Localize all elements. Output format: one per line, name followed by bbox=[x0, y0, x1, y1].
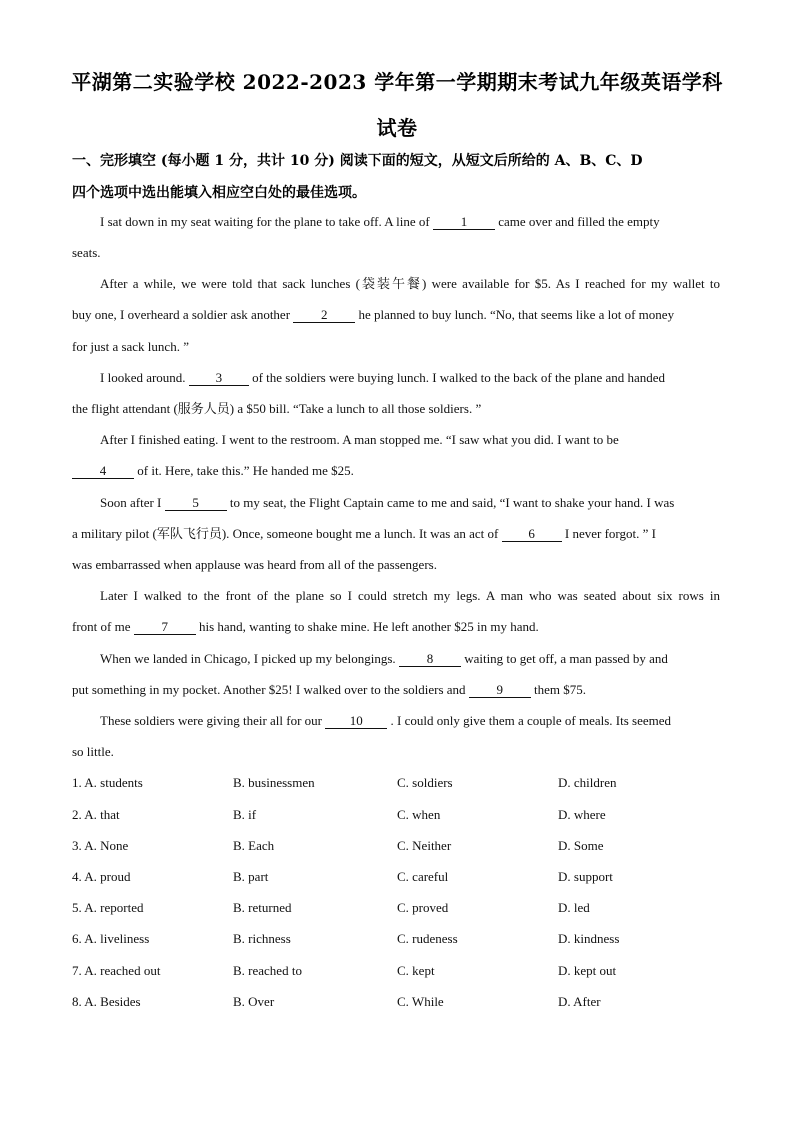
passage-line: for just a sack lunch. ” bbox=[72, 339, 189, 354]
option-c: C. careful bbox=[397, 869, 449, 884]
passage-line bbox=[72, 463, 720, 479]
option-a: 3. A. None bbox=[72, 838, 129, 853]
passage-line bbox=[72, 682, 720, 698]
question-options-6 bbox=[72, 931, 722, 949]
passage-text: I looked around. bbox=[100, 370, 186, 385]
option-a: 1. A. students bbox=[72, 775, 143, 790]
option-b: B. returned bbox=[233, 900, 292, 915]
option-b: B. Over bbox=[233, 994, 275, 1009]
passage-line: the flight attendant (服务人员) a $50 bill. “Take a lunch to all those soldiers. ” bbox=[72, 401, 482, 416]
section-instruction-line-2: 四个选项中选出能填入相应空白处的最佳选项。 bbox=[72, 185, 366, 201]
passage-text: front of me bbox=[72, 619, 131, 634]
passage-text: them $75. bbox=[534, 682, 587, 697]
passage-line bbox=[72, 619, 720, 635]
exam-title-line-1: 平湖第二实验学校 2022-2023 学年第一学期期末考试九年级英语学科 bbox=[71, 70, 723, 94]
option-a: 2. A. that bbox=[72, 807, 120, 822]
passage-text: These soldiers were giving their all for our bbox=[100, 713, 323, 728]
option-d: D. where bbox=[558, 807, 606, 822]
blank-5: 5 bbox=[165, 496, 227, 511]
passage-line: After I finished eating. I went to the restroom. A man stopped me. “I saw what you did. I want to be bbox=[100, 432, 619, 447]
blank-7: 7 bbox=[134, 620, 196, 635]
question-options-3 bbox=[72, 838, 722, 856]
passage-text: came over and filled the empty bbox=[498, 214, 660, 229]
passage-text: I sat down in my seat waiting for the plane to take off. A line of bbox=[100, 214, 430, 229]
option-d: D. After bbox=[558, 994, 601, 1009]
option-c: C. soldiers bbox=[397, 775, 453, 790]
question-options-4 bbox=[72, 869, 722, 887]
passage-text: waiting to get off, a man passed by and bbox=[464, 651, 668, 666]
passage-line bbox=[72, 307, 720, 323]
question-options-1 bbox=[72, 775, 722, 793]
option-a: 7. A. reached out bbox=[72, 963, 161, 978]
passage-text: . I could only give them a couple of meals. Its seemed bbox=[390, 713, 672, 728]
option-c: C. when bbox=[397, 807, 441, 822]
option-a: 6. A. liveliness bbox=[72, 931, 150, 946]
passage-line: was embarrassed when applause was heard from all of the passengers. bbox=[72, 557, 437, 572]
passage-line: so little. bbox=[72, 744, 114, 759]
option-d: D. kindness bbox=[558, 931, 620, 946]
option-b: B. reached to bbox=[233, 963, 302, 978]
passage-line bbox=[72, 526, 720, 542]
option-d: D. children bbox=[558, 775, 617, 790]
option-c: C. rudeness bbox=[397, 931, 458, 946]
passage-text: of it. Here, take this.” He handed me $25. bbox=[137, 463, 354, 478]
question-options-7 bbox=[72, 963, 722, 981]
passage-line bbox=[100, 495, 720, 511]
passage-text: put something in my pocket. Another $25! I walked over to the soldiers and bbox=[72, 682, 466, 697]
passage-text: a military pilot (军队飞行员). Once, someone bought me a lunch. It was an act of bbox=[72, 526, 499, 541]
passage-text: he planned to buy lunch. “No, that seems like a lot of money bbox=[358, 307, 675, 322]
blank-4: 4 bbox=[72, 464, 134, 479]
option-c: C. While bbox=[397, 994, 444, 1009]
passage-text: his hand, wanting to shake mine. He left another $25 in my hand. bbox=[198, 619, 539, 634]
option-c: C. proved bbox=[397, 900, 449, 915]
exam-title-line-2: 试卷 bbox=[376, 116, 418, 140]
option-c: C. kept bbox=[397, 963, 435, 978]
passage-text: of the soldiers were buying lunch. I walked to the back of the plane and handed bbox=[252, 370, 666, 385]
option-c: C. Neither bbox=[397, 838, 452, 853]
blank-3: 3 bbox=[189, 371, 249, 386]
question-options-8 bbox=[72, 994, 722, 1012]
blank-6: 6 bbox=[502, 527, 562, 542]
blank-8: 8 bbox=[399, 652, 461, 667]
option-d: D. led bbox=[558, 900, 590, 915]
passage-line: After a while, we were told that sack lunches (袋装午餐) were available for $5. As I reached for my wallet to bbox=[100, 276, 720, 291]
option-a: 4. A. proud bbox=[72, 869, 131, 884]
passage-text: When we landed in Chicago, I picked up my belongings. bbox=[100, 651, 396, 666]
option-b: B. if bbox=[233, 807, 257, 822]
passage-text: to my seat, the Flight Captain came to me and said, “I want to shake your hand. I was bbox=[229, 495, 675, 510]
option-d: D. Some bbox=[558, 838, 604, 853]
blank-1: 1 bbox=[433, 215, 495, 230]
option-d: D. support bbox=[558, 869, 613, 884]
passage-line bbox=[100, 713, 720, 729]
passage-line bbox=[100, 370, 720, 386]
option-b: B. richness bbox=[233, 931, 291, 946]
question-options-2 bbox=[72, 807, 722, 825]
passage-text: buy one, I overheard a soldier ask another bbox=[72, 307, 291, 322]
option-b: B. part bbox=[233, 869, 269, 884]
option-b: B. businessmen bbox=[233, 775, 315, 790]
option-b: B. Each bbox=[233, 838, 275, 853]
passage-line bbox=[100, 214, 720, 230]
blank-10: 10 bbox=[325, 714, 387, 729]
section-instruction-line-1: 一、完形填空 (每小题 1 分，共计 10 分) 阅读下面的短文，从短文后所给的 A、B、C、D bbox=[72, 153, 643, 169]
blank-9: 9 bbox=[469, 683, 531, 698]
passage-text: I never forgot. ” I bbox=[564, 526, 656, 541]
option-a: 8. A. Besides bbox=[72, 994, 141, 1009]
blank-2: 2 bbox=[293, 308, 355, 323]
passage-line: Later I walked to the front of the plane so I could stretch my legs. A man who was seated about six rows in bbox=[100, 588, 720, 603]
passage-line bbox=[100, 651, 720, 667]
passage-line: seats. bbox=[72, 245, 101, 260]
passage-text: Soon after I bbox=[100, 495, 162, 510]
option-a: 5. A. reported bbox=[72, 900, 144, 915]
option-d: D. kept out bbox=[558, 963, 617, 978]
question-options-5 bbox=[72, 900, 722, 918]
